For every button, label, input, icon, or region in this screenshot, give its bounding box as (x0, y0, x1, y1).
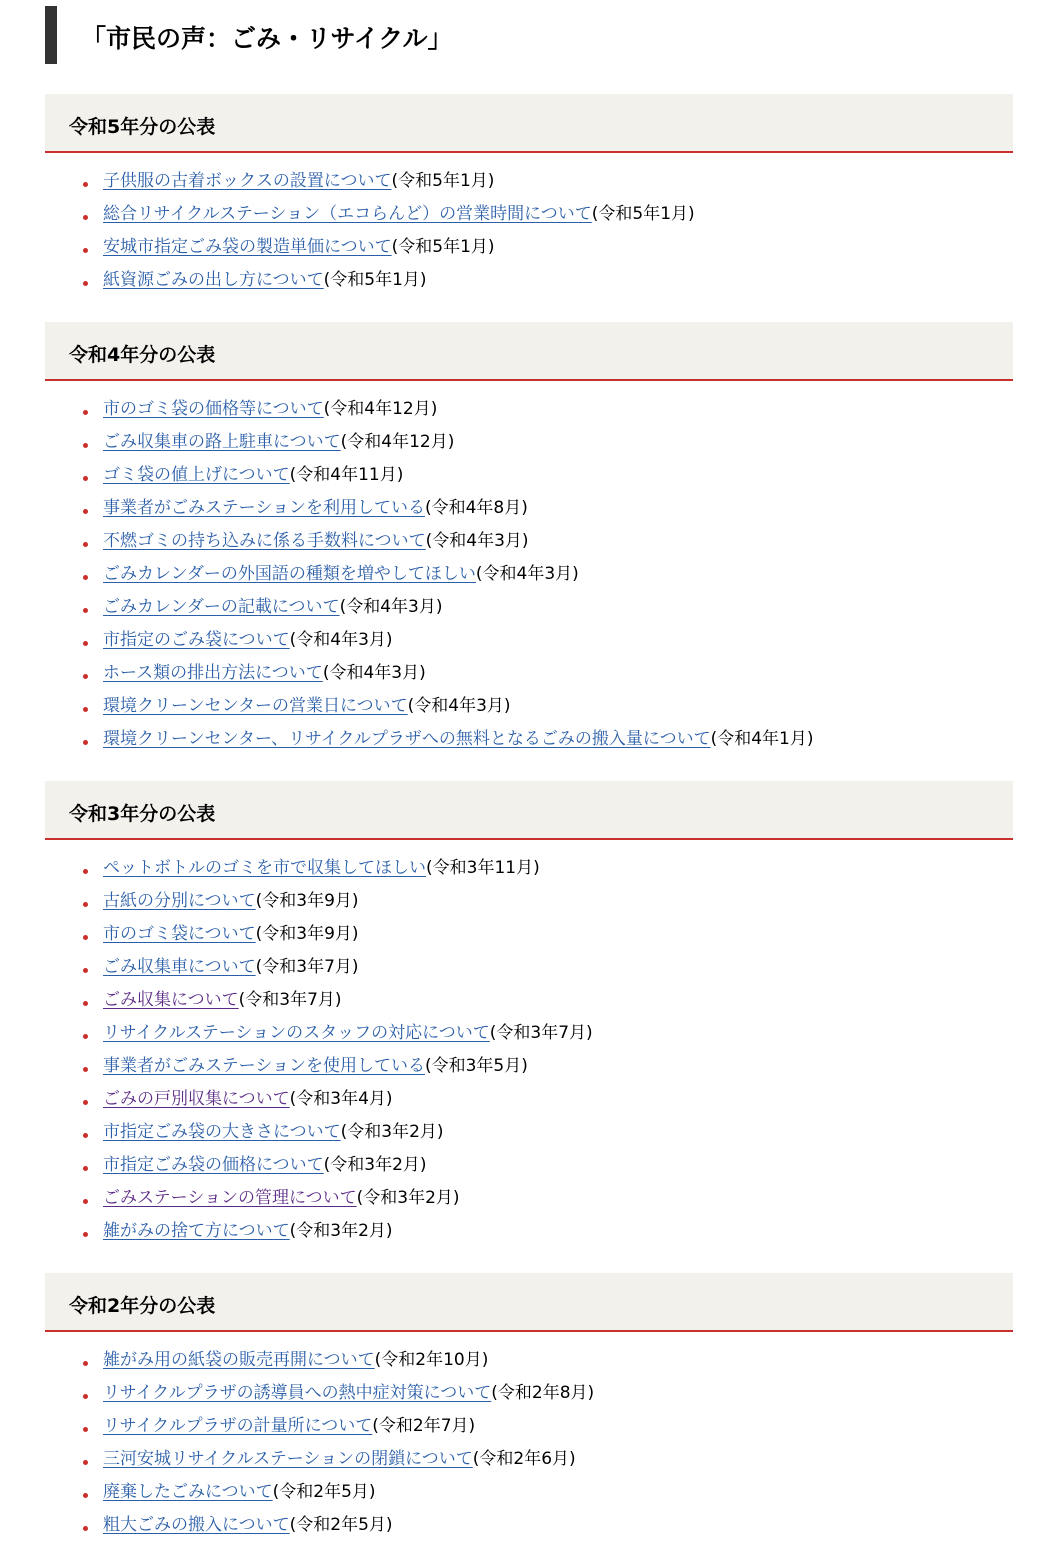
list-item (45, 165, 1013, 198)
bullet-icon (83, 1526, 88, 1531)
item-link[interactable]: リサイクルステーションのスタッフの対応について (103, 1023, 490, 1043)
item-date: (令和4年3月) (322, 663, 426, 683)
item-date: (令和3年9月) (255, 891, 359, 911)
bullet-icon (83, 1100, 88, 1105)
section-4 (45, 1273, 1013, 1542)
bullet-icon (83, 1427, 88, 1432)
page-title (45, 6, 1005, 64)
list-item (45, 459, 1013, 492)
item-link[interactable]: 安城市指定ごみ袋の製造単価について (103, 237, 392, 257)
bullet-icon (83, 542, 88, 547)
item-link[interactable]: ごみステーションの管理について (103, 1188, 357, 1208)
item-link[interactable]: ごみカレンダーの記載について (103, 597, 340, 617)
bullet-icon (83, 1067, 88, 1072)
item-link[interactable]: 市のゴミ袋について (103, 924, 256, 944)
item-date: (令和2年8月) (491, 1383, 595, 1403)
item-link[interactable]: ごみの戸別収集について (103, 1089, 290, 1109)
list-item (45, 264, 1013, 297)
list-item (45, 393, 1013, 426)
item-date: (令和5年1月) (391, 171, 495, 191)
bullet-icon (83, 1133, 88, 1138)
list-item (45, 885, 1013, 918)
item-link[interactable]: 事業者がごみステーションを利用している (103, 498, 425, 518)
list-item (45, 231, 1013, 264)
bullet-icon (83, 443, 88, 448)
bullet-icon (83, 902, 88, 907)
item-date: (令和4年3月) (339, 597, 443, 617)
bullet-icon (83, 869, 88, 874)
bullet-icon (83, 608, 88, 613)
item-link[interactable]: 雑がみの捨て方について (103, 1221, 290, 1241)
item-link[interactable]: 雑がみ用の紙袋の販売再開について (103, 1350, 375, 1370)
list-item (45, 657, 1013, 690)
item-date: (令和3年11月) (426, 858, 540, 878)
list-item (45, 984, 1013, 1017)
list-item (45, 1182, 1013, 1215)
item-link[interactable]: ペットボトルのゴミを市で収集してほしい (103, 858, 426, 878)
item-list (45, 393, 1013, 756)
item-link[interactable]: 不燃ゴミの持ち込みに係る手数料について (103, 531, 426, 551)
bullet-icon (83, 935, 88, 940)
bullet-icon (83, 575, 88, 580)
list-item (45, 492, 1013, 525)
item-list (45, 1344, 1013, 1542)
section-heading: 令和4年分の公表 (69, 344, 216, 366)
bullet-icon (83, 1001, 88, 1006)
bullet-icon (83, 476, 88, 481)
item-link[interactable]: 子供服の古着ボックスの設置について (103, 171, 392, 191)
list-item (45, 1215, 1013, 1248)
item-link[interactable]: 事業者がごみステーションを使用している (103, 1056, 425, 1076)
page-title-text: 「市民の声：ごみ・リサイクル」 (81, 24, 453, 53)
item-date: (令和3年4月) (289, 1089, 393, 1109)
list-item (45, 1116, 1013, 1149)
list-item (45, 1410, 1013, 1443)
item-date: (令和4年3月) (425, 531, 529, 551)
list-item (45, 1083, 1013, 1116)
list-item (45, 1344, 1013, 1377)
item-list (45, 165, 1013, 297)
item-list (45, 852, 1013, 1248)
item-date: (令和4年12月) (340, 432, 455, 452)
item-link[interactable]: リサイクルプラザの誘導員への熱中症対策について (103, 1383, 492, 1403)
bullet-icon (83, 1460, 88, 1465)
item-link[interactable]: 紙資源ごみの出し方について (103, 270, 324, 290)
bullet-icon (83, 1361, 88, 1366)
list-item (45, 591, 1013, 624)
section-header (45, 781, 1013, 840)
item-date: (令和3年2月) (323, 1155, 427, 1175)
bullet-icon (83, 215, 88, 220)
list-item (45, 624, 1013, 657)
item-date: (令和3年2月) (356, 1188, 460, 1208)
list-item (45, 852, 1013, 885)
item-link[interactable]: 粗大ごみの搬入について (103, 1515, 290, 1535)
section-heading: 令和5年分の公表 (69, 116, 216, 138)
bullet-icon (83, 1034, 88, 1039)
section-1 (45, 94, 1013, 297)
item-link[interactable]: 市指定のごみ袋について (103, 630, 290, 650)
item-link[interactable]: 市指定ごみ袋の価格について (103, 1155, 324, 1175)
item-link[interactable]: 総合リサイクルステーション（エコらんど）の営業時間について (103, 204, 592, 224)
item-date: (令和2年5月) (272, 1482, 376, 1502)
item-date: (令和5年1月) (323, 270, 427, 290)
bullet-icon (83, 281, 88, 286)
bullet-icon (83, 1199, 88, 1204)
item-link[interactable]: ゴミ袋の値上げについて (103, 465, 290, 485)
item-link[interactable]: 環境クリーンセンター、リサイクルプラザへの無料となるごみの搬入量について (103, 729, 711, 749)
list-item (45, 1443, 1013, 1476)
item-date: (令和3年7月) (489, 1023, 593, 1043)
bullet-icon (83, 968, 88, 973)
item-link[interactable]: 環境クリーンセンターの営業日について (103, 696, 408, 716)
item-link[interactable]: 古紙の分別について (103, 891, 256, 911)
bullet-icon (83, 740, 88, 745)
section-heading: 令和2年分の公表 (69, 1295, 216, 1317)
item-link[interactable]: 市のゴミ袋の価格等について (103, 399, 324, 419)
list-item (45, 1476, 1013, 1509)
list-item (45, 1377, 1013, 1410)
item-date: (令和4年3月) (289, 630, 393, 650)
item-link[interactable]: ごみ収集について (103, 990, 239, 1010)
bullet-icon (83, 509, 88, 514)
bullet-icon (83, 248, 88, 253)
section-2 (45, 322, 1013, 756)
section-header (45, 1273, 1013, 1332)
list-item (45, 1017, 1013, 1050)
list-item (45, 558, 1013, 591)
item-date: (令和4年8月) (424, 498, 528, 518)
bullet-icon (83, 641, 88, 646)
list-item (45, 1149, 1013, 1182)
bullet-icon (83, 1493, 88, 1498)
item-link[interactable]: 三河安城リサイクルステーションの閉鎖について (103, 1449, 473, 1469)
bullet-icon (83, 182, 88, 187)
item-link[interactable]: ごみカレンダーの外国語の種類を増やしてほしい (103, 564, 476, 584)
bullet-icon (83, 1394, 88, 1399)
list-item (45, 1050, 1013, 1083)
item-date: (令和3年9月) (255, 924, 359, 944)
item-date: (令和5年1月) (591, 204, 695, 224)
item-date: (令和4年1月) (710, 729, 814, 749)
section-header (45, 94, 1013, 153)
list-item (45, 951, 1013, 984)
section-header (45, 322, 1013, 381)
item-date: (令和5年1月) (391, 237, 495, 257)
bullet-icon (83, 1232, 88, 1237)
item-date: (令和4年12月) (323, 399, 438, 419)
item-link[interactable]: 市指定ごみ袋の大きさについて (103, 1122, 341, 1142)
section-heading: 令和3年分の公表 (69, 803, 216, 825)
list-item (45, 690, 1013, 723)
item-link[interactable]: ごみ収集車の路上駐車について (103, 432, 341, 452)
item-date: (令和4年3月) (475, 564, 579, 584)
item-date: (令和4年11月) (289, 465, 404, 485)
list-item (45, 525, 1013, 558)
list-item (45, 426, 1013, 459)
title-accent-bar (45, 6, 57, 64)
bullet-icon (83, 410, 88, 415)
bullet-icon (83, 674, 88, 679)
item-link[interactable]: ごみ収集車について (103, 957, 256, 977)
bullet-icon (83, 1166, 88, 1171)
item-date: (令和3年5月) (424, 1056, 528, 1076)
item-link[interactable]: 廃棄したごみについて (103, 1482, 273, 1502)
section-3 (45, 781, 1013, 1248)
list-item (45, 198, 1013, 231)
item-date: (令和4年3月) (407, 696, 511, 716)
bullet-icon (83, 707, 88, 712)
item-date: (令和3年2月) (340, 1122, 444, 1142)
item-date: (令和2年10月) (374, 1350, 489, 1370)
item-link[interactable]: リサイクルプラザの計量所について (103, 1416, 373, 1436)
item-date: (令和3年7月) (238, 990, 342, 1010)
item-date: (令和3年7月) (255, 957, 359, 977)
list-item (45, 918, 1013, 951)
item-date: (令和2年7月) (372, 1416, 476, 1436)
item-date: (令和2年6月) (472, 1449, 576, 1469)
list-item (45, 1509, 1013, 1542)
item-date: (令和2年5月) (289, 1515, 393, 1535)
list-item (45, 723, 1013, 756)
item-link[interactable]: ホース類の排出方法について (103, 663, 323, 683)
item-date: (令和3年2月) (289, 1221, 393, 1241)
